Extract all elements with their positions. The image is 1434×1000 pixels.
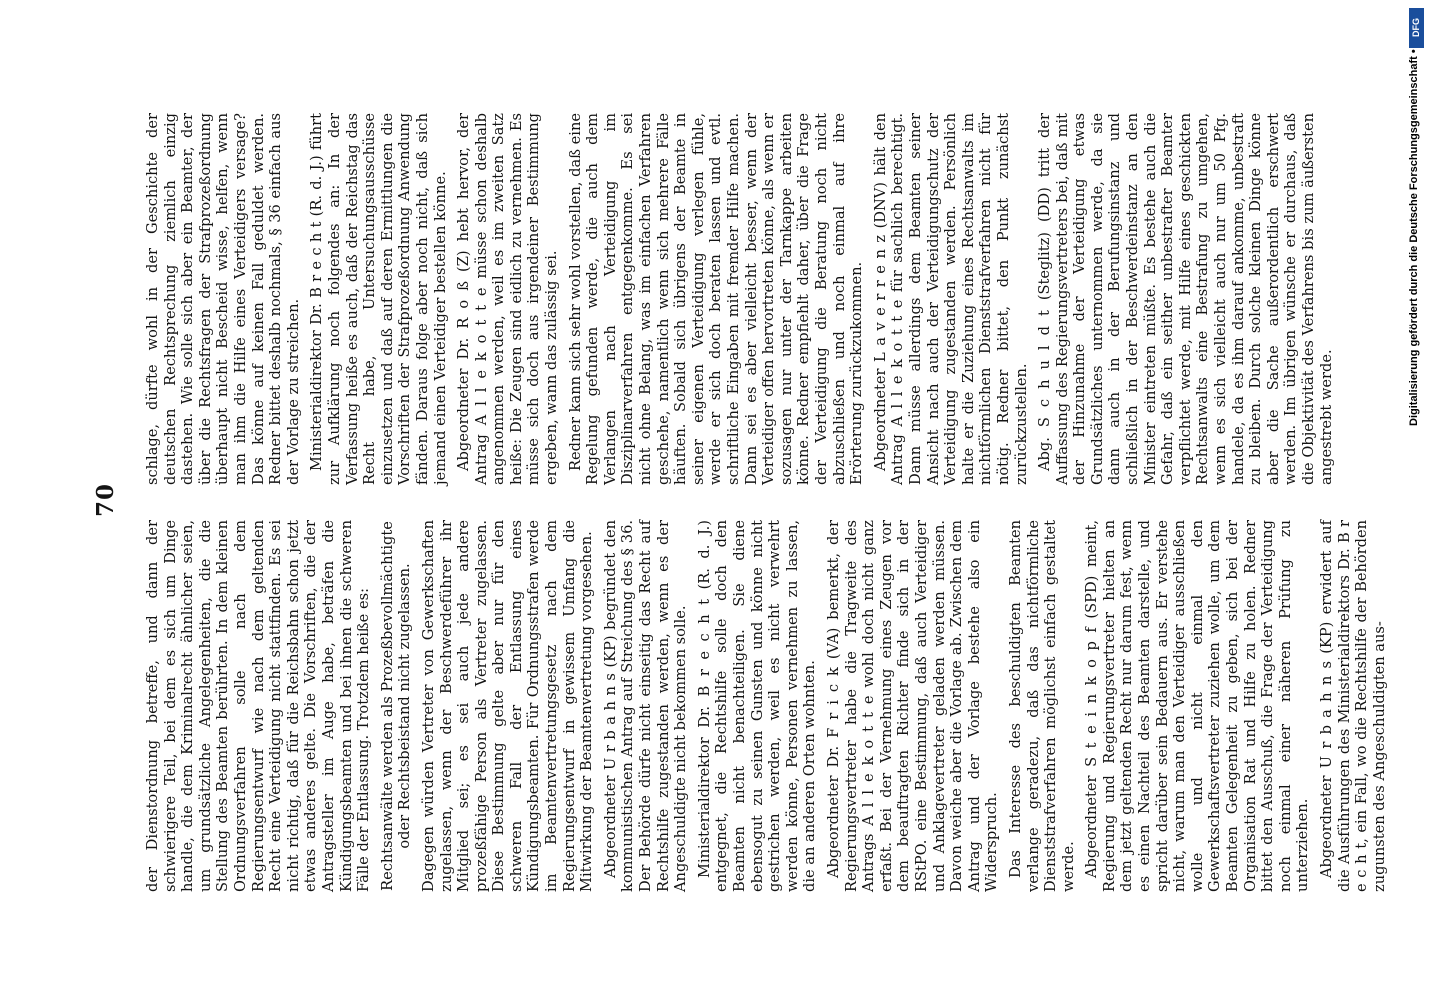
paragraph: Rechtsanwälte werden als Prozeßbevollmächtigte oder Rechtsbeistand nicht zugelassen. xyxy=(378,521,414,891)
paragraph: Abgeordneter Dr. R o ß (Z) hebt hervor, der Antrag A l l e k o t t e müsse schon deshalb angenommen werden, weil es im zweiten Satz heiße: Die Zeugen sind eidlich zu vernehmen. Es müsse sich doch aus irgendeiner Bestimmung ergeben, wann das zulässig sei. xyxy=(455,113,561,485)
paragraph: Das Interesse des beschuldigten Beamten verlange geradezu, daß das nichtförmliche Dienststrafverfahren möglichst einfach gestaltet werde. xyxy=(1006,520,1077,892)
page-number: 70 xyxy=(92,483,119,518)
paragraph: Dagegen würden Vertreter von Gewerkschaften zugelassen, wenn der Beschwerdeführer ihr Mitglied sei; es sei auch jede andere prozeßfähige Person als Vertreter zugelassen. Diese Bestimmung gelte aber nur für den schweren Fall der Entlassung eines Kündigungsbeamten. Für Ordnungsstrafen werde im Beamtenvertretungsgesetz nach dem Regierungsentwurf in gewissem Umfang die Mitwirkung der Beamtenvertretung vorgesehen. xyxy=(419,520,596,892)
paragraph: Ministerialdirektor Dr. B r e c h t (R. d. J.) führt zur Aufklärung noch folgendes an: In der Verfassung heiße es auch, daß der Reichstag das Recht habe, Untersuchungsausschüsse einzusetzen und daß auf deren Ermittlungen die Vorschriften der Strafprozeßordnung Anwendung fänden. Daraus folge aber noch nicht, daß sich jemand einen Verteidiger bestellen könne. xyxy=(308,113,449,485)
paragraph: Ministerialdirektor Dr. B r e c h t (R. d. J.) entgegnet, die Rechtshilfe solle doch den Beamten nicht benachteiligen. Sie diene ebensogut zu seinen Gunsten und könne nicht gestrichen werden, weil es nicht verwehrt werden könne, Personen vernehmen zu lassen, die an anderen Orten wohnten. xyxy=(695,520,819,892)
paragraph: Abgeordneter U r b a h n s (KP) begründet den kommunistischen Antrag auf Streichung des § 36. Der Behörde dürfe nicht einseitig das Recht auf Rechtshilfe zugestanden werden, wenn es der Angeschuldigte nicht bekommen solle. xyxy=(601,520,690,892)
left-text-column xyxy=(144,520,1388,892)
paragraph: Abgeordneter L a v e r r e n z (DNV) hält den Antrag A l l e k o t t e für sachlich berechtigt. Dann müsse allerdings dem Beamten seiner Ansicht nach auch der Verteidigungschutz der Verteidigung zugestanden werden. Persönlich halte er die Zuziehung eines Rechtsanwalts im nichtförmlichen Dienststrafverfahren nicht für nötig. Redner bittet, den Punkt zunächst zurückzustellen. xyxy=(871,113,1030,485)
funding-credit xyxy=(1400,0,1434,1000)
paragraph: Abgeordneter S t e i n k o p f (SPD) meint, Regierung und Regierungsvertreter hielten an dem jetzt geltenden Recht nur darum fest, wenn es einen Nachteil des Beamten darstelle, und spricht darüber sein Bedauern aus. Er verstehe nicht, warum man den Verteidiger ausschließen wolle und nicht einmal den Gewerkschaftsvertreter zuziehen wolle, um dem Beamten Gelegenheit zu geben, sich bei der Organisation Rat und Hilfe zu holen. Redner bittet den Ausschuß, die Frage der Verteidigung noch einmal einer näheren Prüfung zu unterziehen. xyxy=(1083,520,1312,892)
paragraph: Abgeordneter U r b a h n s (KP) erwidert auf die Ausführungen des Ministerialdirektors Dr. B r e c h t, ein Fall, wo die Rechtshilfe der Behörden zugunsten des Angeschuldigten aus- xyxy=(1318,520,1388,892)
credit-text: Digitalisierung gefördert durch die Deutsche Forschungsgemeinschaft • xyxy=(1408,49,1420,426)
dfg-logo-icon: DFG xyxy=(1409,8,1424,48)
paragraph: Redner kann sich sehr wohl vorstellen, daß eine Regelung gefunden werde, die auch dem Verlangen nach Verteidigung im Disziplinarverfahren entgegenkomme. Es sei nicht ohne Belang, was im einfachen Verfahren geschehe, namentlich wenn sich mehrere Fälle häuften. Sobald sich übrigens der Beamte in seiner eigenen Verteidigung verlegen fühle, werde er sich doch beraten lassen und evtl. schriftliche Eingaben mit fremder Hilfe machen. Dann sei es aber vielleicht besser, wenn der Verteidiger offen hervortreten könne, als wenn er sozusagen nur unter der Tarnkappe arbeiten könne. Redner empfiehlt daher, über die Frage der Verteidigung die Beratung noch nicht abzuschließen und noch einmal auf ihre Erörterung zurückzukommen. xyxy=(566,113,866,485)
paragraph: Abgeordneter Dr. F r i c k (VA) bemerkt, der Regierungsvertreter habe die Tragweite des Antrags A l l e k o t t e wohl doch nicht ganz erfaßt. Bei der Vernehmung eines Zeugen vor dem beauftragten Richter finde sich in der RStPO. eine Bestimmung, daß auch Verteidiger und Anklagevertreter geladen werden müssen. Davon weiche aber die Vorlage ab. Zwischen dem Antrag und der Vorlage bestehe also ein Widerspruch. xyxy=(824,520,1001,892)
paragraph: Abg. S c h u l d t (Steglitz) (DD) tritt der Auffassung des Regierungsvertreters bei, daß mit der Hinzunahme der Verteidigung etwas Grundsätzliches unternommen werde, da sie dann auch in der Berufungsinstanz und schließlich in der Beschwerdeinstanz an den Minister eintreten müßte. Es bestehe auch die Gefahr, daß ein seither unbestrafter Beamter verpflichtet werde, mit Hilfe eines geschickten Rechtsanwalts eine Bestrafung zu umgehen, wenn es sich vielleicht auch nur um 50 Pfg. handele, da es ihm darauf ankomme, unbestraft zu bleiben. Durch solche kleinen Dinge könne aber die Sache außerordentlich erschwert werden. Im übrigen wünsche er durchaus, daß die Objektivität des Verfahrens bis zum äußersten angestrebt werde. xyxy=(1036,113,1335,485)
right-text-column xyxy=(144,113,1335,485)
paragraph: der Dienstordnung betreffe, und dann der schwierigere Teil, bei dem es sich um Dinge handle, die dem Kriminalrecht ähnlicher seien, um grundsätzliche Angelegenheiten, die die Stellung des Beamten berührten. In dem kleinen Ordnungsverfahren solle nach dem Regierungsentwurf wie nach dem geltenden Recht eine Verteidigung nicht stattfinden. Es sei nicht richtig, daß für die Reichsbahn schon jetzt etwas anderes gelte. Die Vorschriften, die der Antragsteller im Auge habe, beträfen die Kündigungsbeamten und bei ihnen die schweren Fälle der Entlassung. Trotzdem heiße es: xyxy=(144,520,373,892)
paragraph: schlage, dürfte wohl in der Geschichte der deutschen Rechtsprechung ziemlich einzig dastehen. Wie solle sich aber ein Beamter, der über die Rechtsfragen der Strafprozeßordnung überhaupt nicht Bescheid wisse, helfen, wenn man ihm die Hilfe eines Verteidigers versage? Das könne auf keinen Fall geduldet werden. Redner bittet deshalb nochmals, § 36 einfach aus der Vorlage zu streichen. xyxy=(144,113,302,485)
